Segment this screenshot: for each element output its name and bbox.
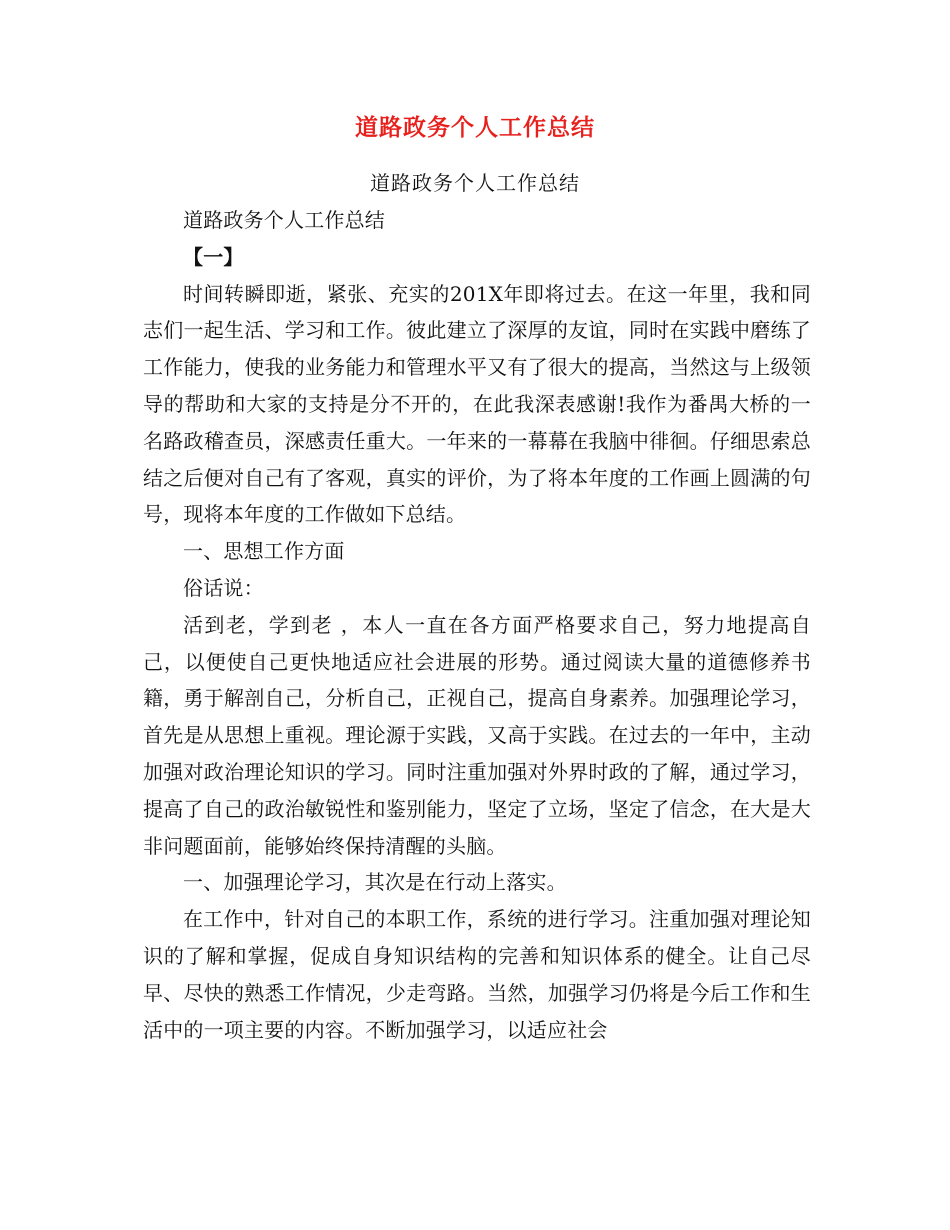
section-heading-thought: 一、思想工作方面 xyxy=(183,539,345,564)
body-heading: 道路政务个人工作总结 xyxy=(183,208,385,232)
paragraph-work: 在工作中，针对自己的本职工作，系统的进行学习。注重加强对理论知识的了解和掌握，促成自身知识结构的完善和知识体系的健全。让自己尽早、尽快的熟悉工作情况，少走弯路。当然，加强学习仍将是今后工作和生活中的一项主要的内容。不断加强学习，以适应社会 xyxy=(143,907,811,1042)
paragraph-study: 活到老，学到老 ，本人一直在各方面严格要求自己，努力地提高自己，以便使自己更快地适应社会进展的形势。通过阅读大量的道德修养书籍，勇于解剖自己，分析自己，正视自己，提高自身素养。加强理论学习，首先是从思想上重视。理论源于实践，又高于实践。在过去的一年中，主动加强对政治理论知识的学习。同时注重加强对外界时政的了解，通过学习，提高了自己的政治敏锐性和鉴别能力，坚定了立场，坚定了信念，在大是大非问题面前，能够始终保持清醒的头脑。 xyxy=(143,612,811,858)
document-body xyxy=(143,202,811,1048)
section-heading-theory: 一、加强理论学习，其次是在行动上落实。 xyxy=(183,870,567,895)
paragraph-intro: 时间转瞬即逝，紧张、充实的201X年即将过去。在这一年里，我和同志们一起生活、学习和工作。彼此建立了深厚的友谊，同时在实践中磨练了工作能力，使我的业务能力和管理水平又有了很大的提高，当然这与上级领导的帮助和大家的支持是分不开的，在此我深表感谢!我作为番禺大桥的一名路政稽查员，深感责任重大。一年来的一幕幕在我脑中徘徊。仔细思索总结之后便对自己有了客观，真实的评价，为了将本年度的工作画上圆满的句号，现将本年度的工作做如下总结。 xyxy=(143,281,811,527)
section-marker: 【一】 xyxy=(183,244,244,269)
paragraph-proverb-lead: 俗话说： xyxy=(183,575,264,600)
document-subtitle: 道路政务个人工作总结 xyxy=(370,171,580,195)
document-title: 道路政务个人工作总结 xyxy=(355,115,595,141)
